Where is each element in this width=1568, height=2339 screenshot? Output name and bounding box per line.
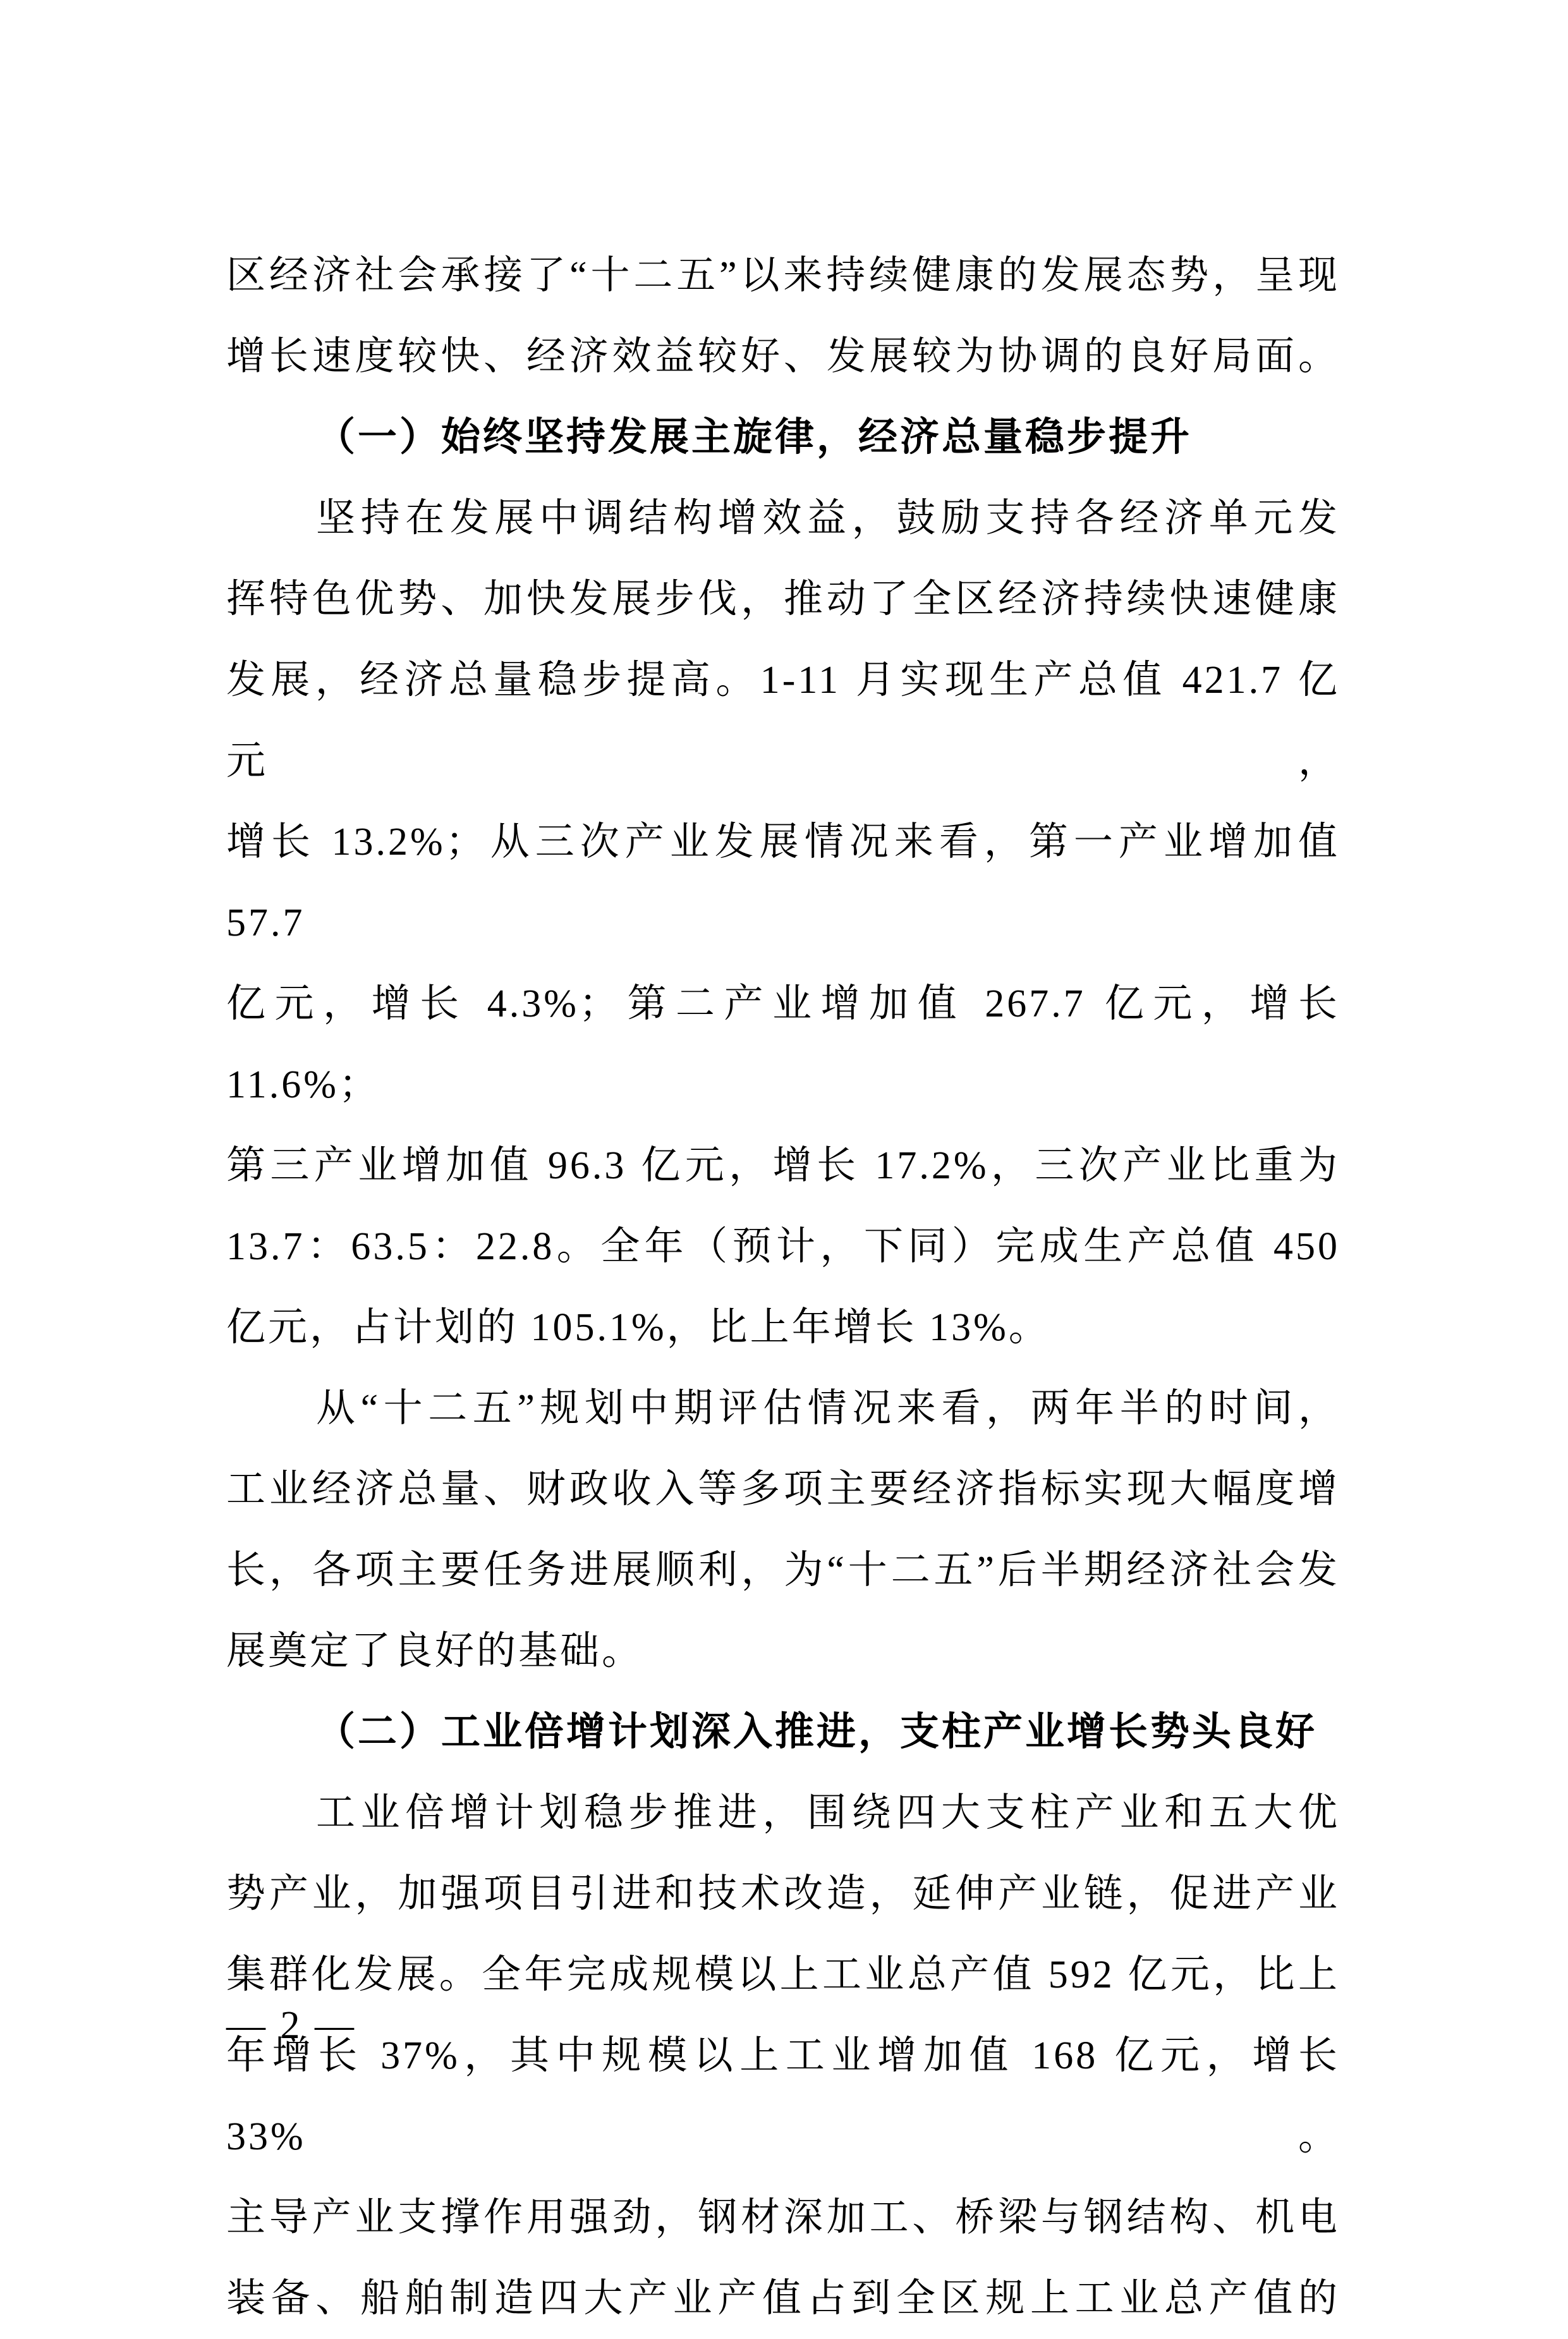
text-line: 集群化发展。全年完成规模以上工业总产值 592 亿元，比上	[226, 1953, 1340, 1996]
text-line: 亿元，增长 4.3%；第二产业增加值 267.7 亿元，增长 11.6%；	[226, 982, 1340, 1106]
text-line: 势产业，加强项目引进和技术改造，延伸产业链，促进产业	[226, 1872, 1340, 1915]
page-number: — 2 —	[226, 2004, 356, 2047]
document-body	[226, 235, 1340, 2339]
section-heading: （二）工业倍增计划深入推进，支柱产业增长势头良好	[316, 1711, 1318, 1754]
text-line: 坚持在发展中调结构增效益，鼓励支持各经济单元发	[316, 497, 1340, 540]
text-line: 13.7：63.5：22.8。全年（预计，下同）完成生产总值 450	[226, 1225, 1340, 1268]
text-line: 从“十二五”规划中期评估情况来看，两年半的时间，	[316, 1387, 1340, 1430]
text-line: 装备、船舶制造四大产业产值占到全区规上工业总产值的	[226, 2277, 1340, 2320]
text-line: 长，各项主要任务进展顺利，为“十二五”后半期经济社会发	[226, 1549, 1340, 1592]
text-line: 发展，经济总量稳步提高。1-11 月实现生产总值 421.7 亿元，	[226, 659, 1340, 783]
text-line: 增长速度较快、经济效益较好、发展较为协调的良好局面。	[226, 335, 1340, 378]
text-line: 工业倍增计划稳步推进，围绕四大支柱产业和五大优	[316, 1792, 1340, 1835]
text-line: 第三产业增加值 96.3 亿元，增长 17.2%，三次产业比重为	[226, 1144, 1340, 1187]
text-line: 年增长 37%，其中规模以上工业增加值 168 亿元，增长 33%。	[226, 2034, 1340, 2158]
text-line: 增长 13.2%；从三次产业发展情况来看，第一产业增加值 57.7	[226, 821, 1340, 944]
section-heading: （一）始终坚持发展主旋律，经济总量稳步提升	[316, 416, 1193, 459]
text-line: 亿元，占计划的 105.1%，比上年增长 13%。	[226, 1306, 1050, 1349]
text-line: 展奠定了良好的基础。	[226, 1630, 644, 1673]
text-line: 工业经济总量、财政收入等多项主要经济指标实现大幅度增	[226, 1468, 1340, 1511]
text-line: 主导产业支撑作用强劲，钢材深加工、桥梁与钢结构、机电	[226, 2196, 1340, 2239]
text-line: 区经济社会承接了“十二五”以来持续健康的发展态势，呈现	[226, 254, 1340, 297]
text-line: 挥特色优势、加快发展步伐，推动了全区经济持续快速健康	[226, 578, 1340, 621]
